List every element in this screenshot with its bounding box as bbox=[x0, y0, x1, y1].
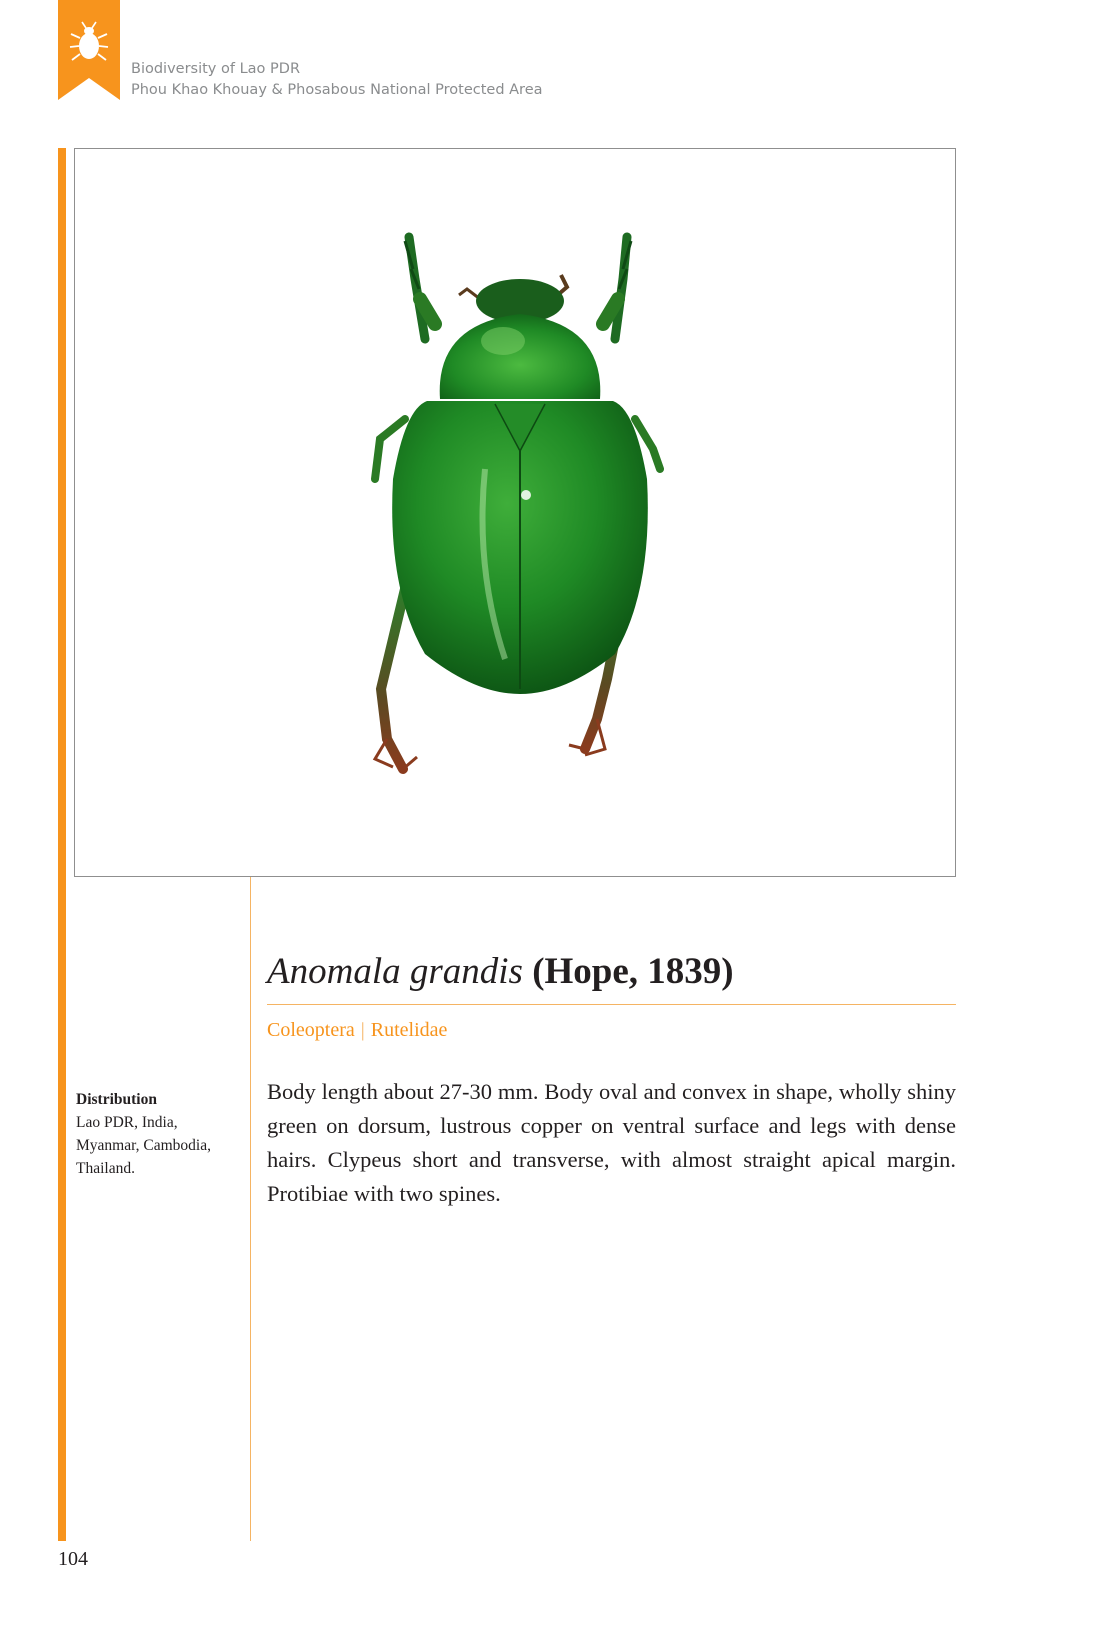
orange-side-bar bbox=[58, 148, 66, 1541]
distribution-line-3: Thailand. bbox=[76, 1160, 135, 1177]
species-authority: (Hope, 1839) bbox=[532, 951, 734, 992]
distribution-title: Distribution bbox=[76, 1091, 157, 1108]
species-description: Body length about 27-30 mm. Body oval and convex in shape, wholly shiny green on dorsum, lustrous copper on ventral surface and legs with dense hairs. Clypeus short and transverse, with almost straight apical margin. Protibiae with two spines. bbox=[267, 1079, 956, 1206]
header-line-2: Phou Khao Khouay & Phosabous National Protected Area bbox=[131, 82, 543, 98]
distribution-line-1: Lao PDR, India, bbox=[76, 1114, 178, 1131]
species-title bbox=[267, 950, 734, 994]
column-rule bbox=[250, 877, 251, 1541]
species-name: Anomala grandis bbox=[267, 951, 523, 992]
specimen-photo bbox=[74, 148, 956, 877]
order-name: Coleoptera bbox=[267, 1019, 355, 1041]
title-rule bbox=[267, 1004, 956, 1005]
header-bookmark bbox=[58, 0, 120, 100]
family-name: Rutelidae bbox=[370, 1019, 448, 1041]
header-line-1: Biodiversity of Lao PDR bbox=[131, 61, 301, 77]
taxonomy-separator: | bbox=[360, 1019, 365, 1041]
taxonomy-line bbox=[267, 1016, 447, 1044]
running-header bbox=[131, 59, 543, 101]
page-number: 104 bbox=[58, 1548, 88, 1570]
beetle-illustration bbox=[75, 149, 955, 876]
distribution-block bbox=[76, 1088, 246, 1180]
distribution-line-2: Myanmar, Cambodia, bbox=[76, 1137, 211, 1154]
